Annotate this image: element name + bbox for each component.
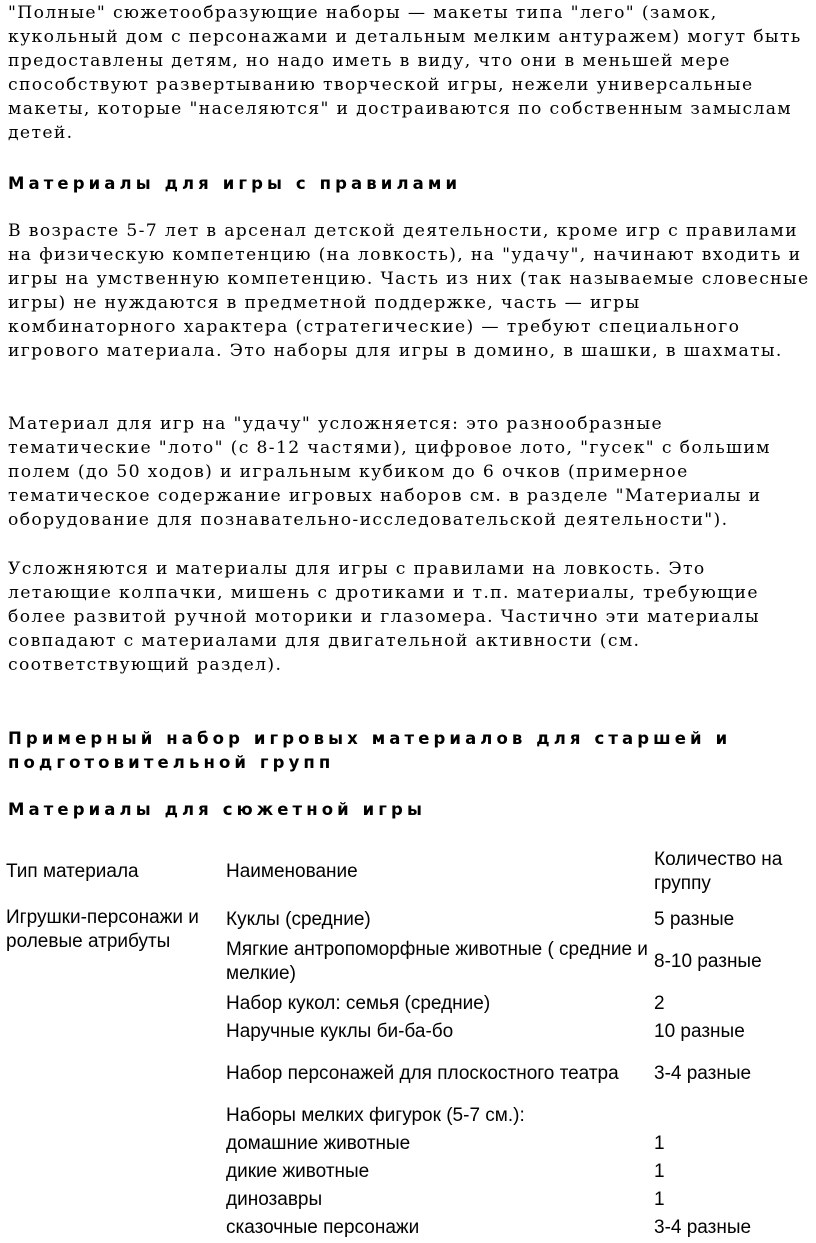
- row-name: Наручные куклы би-ба-бо: [226, 1021, 454, 1042]
- paragraph-luck-games: Материал для игр на "удачу" усложняется: это разнообразные тематические "лото" (с 8-12 частями), цифровое лото, "гусек" с большим полем (до 50 ходов) и игральным кубиком до 6 очков (примерное тематическое содержание игровых наборов см. в разделе "Материалы и оборудование для познавательно-исследовательской деятельности").: [8, 414, 771, 530]
- row-name: Набор персонажей для плоскостного театра: [226, 1063, 619, 1084]
- header-name: Наименование: [226, 861, 358, 882]
- paragraph-age-5-7: В возрасте 5-7 лет в арсенал детской деятельности, кроме игр с правилами на физическую компетенцию (на ловкость), на "удачу", начинают входить и игры на умственную компетенцию. Часть из них (так называемые словесные игры) не нуждаются в предметной поддержке, часть — игры комбинаторного характера (стратегические) — требуют специального игрового материала. Это наборы для игры в домино, в шашки, в шахматы.: [8, 221, 810, 361]
- paragraph-dexterity-games: Усложняются и материалы для игры с правилами на ловкость. Это летающие колпачки, мишень с дротиками и т.п. материалы, требующие более развитой ручной моторики и глазомера. Частично эти материалы совпадают с материалами для двигательной активности (см. соответствующий раздел).: [8, 559, 760, 675]
- materials-table: [4, 838, 816, 1242]
- paragraph-lego-sets: "Полные" сюжетообразующие наборы — макеты типа "лего" (замок, кукольный дом с персонажами и детальным мелким антуражем) могут быть предоставлены детям, но надо иметь в виду, что они в меньшей мере способствуют развертыванию творческой игры, нежели универсальные макеты, которые "населяются" и достраиваются по собственным замыслам детей.: [8, 3, 802, 143]
- row-qty: 3-4 разные: [654, 1217, 752, 1238]
- heading-plot-games: Материалы для сюжетной игры: [8, 800, 426, 819]
- row-name: Набор кукол: семья (средние): [226, 993, 491, 1014]
- row-qty: 1: [654, 1133, 665, 1154]
- row-qty: 8-10 разные: [654, 951, 762, 972]
- heading-sample-set: Примерный набор игровых материалов для старшей и подготовительной групп: [8, 729, 732, 772]
- header-material-type: Тип материала: [6, 861, 139, 882]
- row-name: Мягкие антропоморфные животные ( средние и мелкие): [226, 939, 648, 984]
- heading-rule-games: Материалы для игры с правилами: [8, 174, 462, 193]
- row-qty: [652, 1102, 816, 1130]
- row-qty: 10 разные: [654, 1021, 745, 1042]
- row-name: дикие животные: [226, 1161, 370, 1182]
- row-qty: 5 разные: [654, 909, 735, 930]
- category-cell: Игрушки-персонажи и ролевые атрибуты: [6, 907, 199, 952]
- row-name: сказочные персонажи: [226, 1217, 420, 1238]
- row-qty: 1: [654, 1161, 665, 1182]
- table-row: [4, 906, 816, 934]
- row-name: Наборы мелких фигурок (5-7 см.):: [226, 1105, 525, 1126]
- row-qty: 1: [654, 1189, 665, 1210]
- row-qty: 3-4 разные: [654, 1063, 752, 1084]
- row-name: домашние животные: [226, 1133, 411, 1154]
- header-quantity: Количество на группу: [654, 849, 783, 894]
- row-name: Куклы (средние): [226, 909, 371, 930]
- row-qty: 2: [654, 993, 665, 1014]
- row-name: динозавры: [226, 1189, 323, 1210]
- table-header-row: [4, 838, 816, 906]
